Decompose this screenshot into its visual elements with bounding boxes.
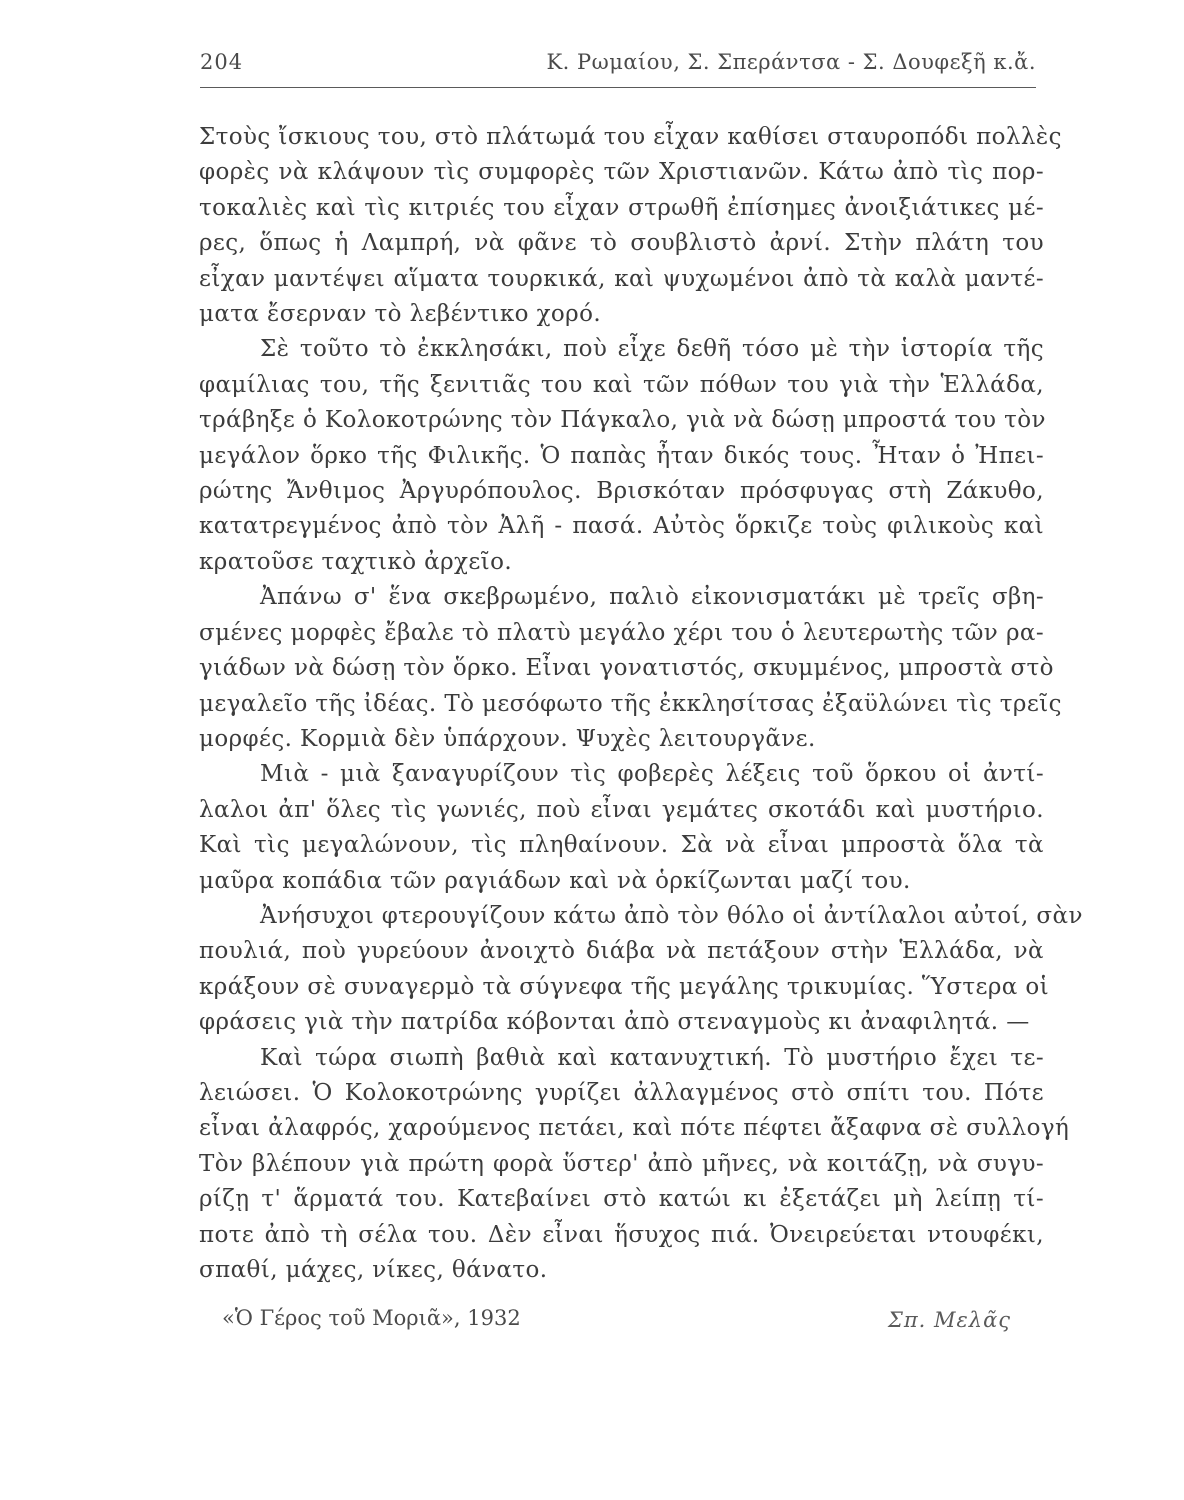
text-line: τράβηξε ὁ Κολοκοτρώνης τὸν Πάγκαλο, γιὰ νὰ δώσῃ μπροστά του τὸν (199, 407, 1046, 433)
text-line: Στοὺς ἴσκιους του, στὸ πλάτωμά του εἶχαν καθίσει σταυροπόδι πολλὲς (199, 124, 1062, 150)
text-line: λειώσει. Ὁ Κολοκοτρώνης γυρίζει ἀλλαγμένος στὸ σπίτι του. Πότε (199, 1080, 1044, 1106)
text-line: μεγαλεῖο τῆς ἰδέας. Τὸ μεσόφωτο τῆς ἐκκλησίτσας ἐξαϋλώνει τὶς τρεῖς (199, 691, 1062, 717)
text-line: ρες, ὅπως ἡ Λαμπρή, νὰ φᾶνε τὸ σουβλιστὸ ἀρνί. Στὴν πλάτη του (199, 230, 1044, 256)
text-line: Ἀνήσυχοι φτερουγίζουν κάτω ἀπὸ τὸν θόλο οἱ ἀντίλαλοι αὐτοί, σὰν (260, 903, 1083, 929)
text-line: ρίζῃ τ' ἅρματά του. Κατεβαίνει στὸ κατώι κι ἐξετάζει μὴ λείπῃ τί- (199, 1186, 1044, 1212)
text-line: γιάδων νὰ δώσῃ τὸν ὅρκο. Εἶναι γονατιστός, σκυμμένος, μπροστὰ στὸ (199, 655, 1054, 681)
text-line: μεγάλον ὅρκο τῆς Φιλικῆς. Ὁ παπὰς ἦταν δικός τους. Ἦταν ὁ Ἠπει- (199, 443, 1044, 469)
text-line: ρώτης Ἄνθιμος Ἀργυρόπουλος. Βρισκόταν πρόσφυγας στὴ Ζάκυθο, (199, 478, 1044, 504)
text-line: κρατοῦσε ταχτικὸ ἀρχεῖο. (199, 549, 513, 575)
page-number: 204 (200, 50, 244, 74)
text-line: εἶχαν μαντέψει αἵματα τουρκικά, καὶ ψυχωμένοι ἀπὸ τὰ καλὰ μαντέ- (199, 266, 1044, 292)
text-line: σμένες μορφὲς ἔβαλε τὸ πλατὺ μεγάλο χέρι του ὁ λευτερωτὴς τῶν ρα- (199, 620, 1044, 646)
text-line: πουλιά, ποὺ γυρεύουν ἀνοιχτὸ διάβα νὰ πετάξουν στὴν Ἑλλάδα, νὰ (199, 938, 1044, 964)
text-line: φράσεις γιὰ τὴν πατρίδα κόβονται ἀπὸ στεναγμοὺς κι ἀναφιλητά. — (199, 1009, 1030, 1035)
text-line: Καὶ τώρα σιωπὴ βαθιὰ καὶ κατανυχτική. Τὸ μυστήριο ἔχει τε- (260, 1045, 1044, 1071)
text-line: κράξουν σὲ συναγερμὸ τὰ σύγνεφα τῆς μεγάλης τρικυμίας. Ὕστερα οἱ (199, 974, 1050, 1000)
author-signature: Σπ. Μελᾶς (888, 1308, 1012, 1332)
text-line: Σὲ τοῦτο τὸ ἐκκλησάκι, ποὺ εἶχε δεθῆ τόσο μὲ τὴν ἱστορία τῆς (260, 336, 1044, 362)
text-line: ποτε ἀπὸ τὴ σέλα του. Δὲν εἶναι ἥσυχος πιά. Ὀνειρεύεται ντουφέκι, (199, 1222, 1044, 1248)
text-line: κατατρεγμένος ἀπὸ τὸν Ἀλῆ - πασά. Αὐτὸς ὅρκιζε τοὺς φιλικοὺς καὶ (199, 513, 1044, 539)
text-line: φορὲς νὰ κλάψουν τὶς συμφορὲς τῶν Χριστιανῶν. Κάτω ἀπὸ τὶς πορ- (199, 159, 1044, 185)
text-line: ματα ἔσερναν τὸ λεβέντικο χορό. (199, 301, 602, 327)
header-rule (200, 87, 1036, 88)
text-line: τοκαλιὲς καὶ τὶς κιτριές του εἶχαν στρωθῆ ἐπίσημες ἀνοιξιάτικες μέ- (199, 195, 1044, 221)
source-citation: «Ὁ Γέρος τοῦ Μοριᾶ», 1932 (222, 1306, 521, 1330)
text-line: μαῦρα κοπάδια τῶν ραγιάδων καὶ νὰ ὁρκίζωνται μαζί του. (199, 868, 911, 894)
text-line: φαμίλιας του, τῆς ξενιτιᾶς του καὶ τῶν πόθων του γιὰ τὴν Ἑλλάδα, (199, 372, 1044, 398)
text-line: εἶναι ἀλαφρός, χαρούμενος πετάει, καὶ πότε πέφτει ἄξαφνα σὲ συλλογή (199, 1115, 1070, 1141)
text-line: Τὸν βλέπουν γιὰ πρώτη φορὰ ὕστερ' ἀπὸ μῆνες, νὰ κοιτάζῃ, νὰ συγυ- (199, 1151, 1044, 1177)
text-line: Καὶ τὶς μεγαλώνουν, τὶς πληθαίνουν. Σὰ νὰ εἶναι μπροστὰ ὅλα τὰ (199, 832, 1044, 858)
text-line: σπαθί, μάχες, νίκες, θάνατο. (199, 1257, 548, 1283)
text-line: Μιὰ - μιὰ ξαναγυρίζουν τὶς φοβερὲς λέξεις τοῦ ὅρκου οἱ ἀντί- (260, 761, 1044, 787)
text-line: μορφές. Κορμιὰ δὲν ὑπάρχουν. Ψυχὲς λειτουργᾶνε. (199, 726, 816, 752)
page-header (200, 50, 1036, 90)
running-head: Κ. Ρωμαίου, Σ. Σπεράντσα - Σ. Δουφεξῆ κ.ἄ. (546, 50, 1036, 74)
text-line: λαλοι ἀπ' ὅλες τὶς γωνιές, ποὺ εἶναι γεμάτες σκοτάδι καὶ μυστήριο. (199, 797, 1044, 823)
text-line: Ἀπάνω σ' ἕνα σκεβρωμένο, παλιὸ εἰκονισματάκι μὲ τρεῖς σβη- (260, 584, 1044, 610)
